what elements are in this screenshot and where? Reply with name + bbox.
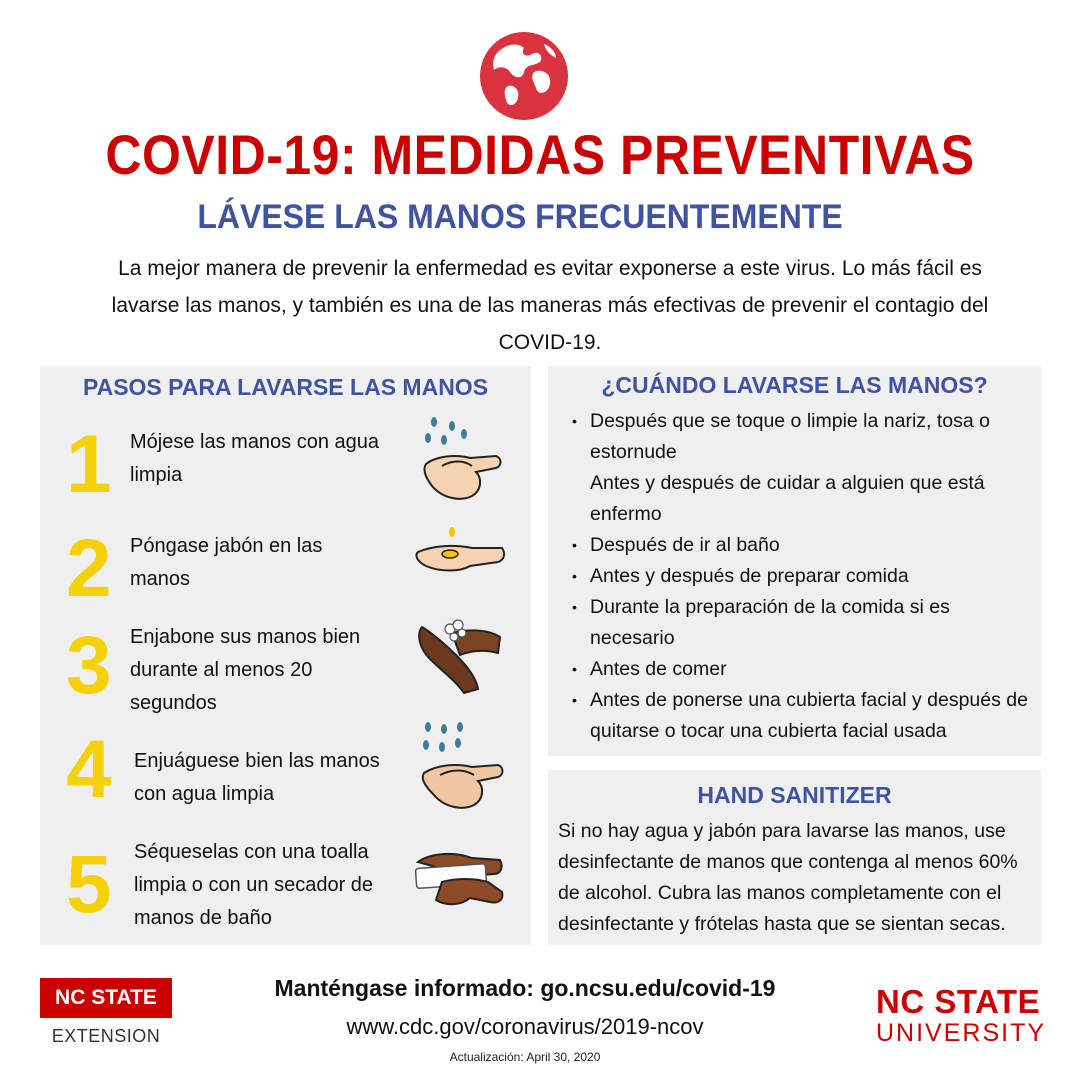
step-item [40,621,531,731]
list-item: • Después de ir al baño [570,530,1030,561]
list-item: • Antes y después de preparar comida [570,561,1030,592]
bullet-icon: • [572,413,577,429]
list-item: • Antes de ponerse una cubierta facial y después de quitarse o tocar una cubierta facial usada [570,685,1030,747]
page-subtitle: LÁVESE LAS MANOS FRECUENTEMENTE [197,196,843,236]
step-text: Póngase jabón en las manos [130,535,323,590]
step-number: 5 [66,839,112,930]
university-logo-top: NC STATE [876,983,1041,1020]
sanitizer-text: Si no hay agua y jabón para lavarse las manos, use desinfectante de manos que contenga al menos 60% de alcohol. Cubra las manos completamente con el desinfectante y frótelas hasta que se sientan secas. [558,820,1018,935]
step-item [40,416,531,526]
bullet-icon: • [572,599,577,615]
bullet-icon: • [572,692,577,708]
page-title: COVID-19: MEDIDAS PREVENTIVAS [105,123,975,187]
bullet-icon: • [572,568,577,584]
sanitizer-panel [548,770,1041,945]
bullet-icon: • [572,661,577,677]
step-number: 3 [66,620,112,711]
nc-state-university-logo [876,983,1047,1048]
step-number: 2 [66,523,112,614]
list-item: Antes y después de cuidar a alguien que está enfermo [590,472,985,525]
when-panel [548,366,1041,756]
step-number: 4 [66,724,112,815]
globe-icon [478,30,570,122]
bullet-icon: • [572,537,577,553]
wet-hands-icon [412,416,508,496]
extension-logo-top: NC STATE [40,978,172,1018]
dry-hands-icon [412,842,508,922]
list-item: • Después que se toque o limpie la nariz, tosa o estornude [570,406,1030,468]
step-text: Séqueselas con una toalla limpia o con un secador de manos de baño [134,841,374,929]
sanitizer-heading: HAND SANITIZER [697,782,892,808]
cdc-link[interactable]: www.cdc.gov/coronavirus/2019-ncov [346,1014,704,1039]
step-item [40,721,531,831]
extension-logo-bottom: EXTENSION [51,1026,161,1046]
step-text: Enjuáguese bien las manos con agua limpia [134,750,380,805]
list-item: • Durante la preparación de la comida si es necesario [570,592,1030,654]
update-date: Actualización: April 30, 2020 [449,1050,601,1064]
soap-hands-icon [412,526,508,606]
when-heading: ¿CUÁNDO LAVARSE LAS MANOS? [601,372,988,398]
step-text: Mójese las manos con agua limpia [130,431,380,486]
steps-panel [40,366,531,945]
step-number: 1 [66,419,112,510]
lather-hands-icon [412,615,508,695]
list-item: • Antes de comer [570,654,1030,685]
university-logo-bottom: UNIVERSITY [876,1019,1047,1047]
intro-paragraph: La mejor manera de prevenir la enfermedad es evitar exponerse a este virus. Lo más fácil es lavarse las manos, y también es una de las maneras más efectivas de prevenir el contagio del COVID-19. [111,257,989,354]
when-list [570,406,1030,747]
step-text: Enjabone sus manos bien durante al menos 20 segundos [130,626,361,714]
rinse-hands-icon [412,721,508,801]
steps-heading: PASOS PARA LAVARSE LAS MANOS [82,374,489,400]
step-item [40,834,531,944]
stay-informed-link[interactable]: Manténgase informado: go.ncsu.edu/covid-19 [274,975,776,1001]
